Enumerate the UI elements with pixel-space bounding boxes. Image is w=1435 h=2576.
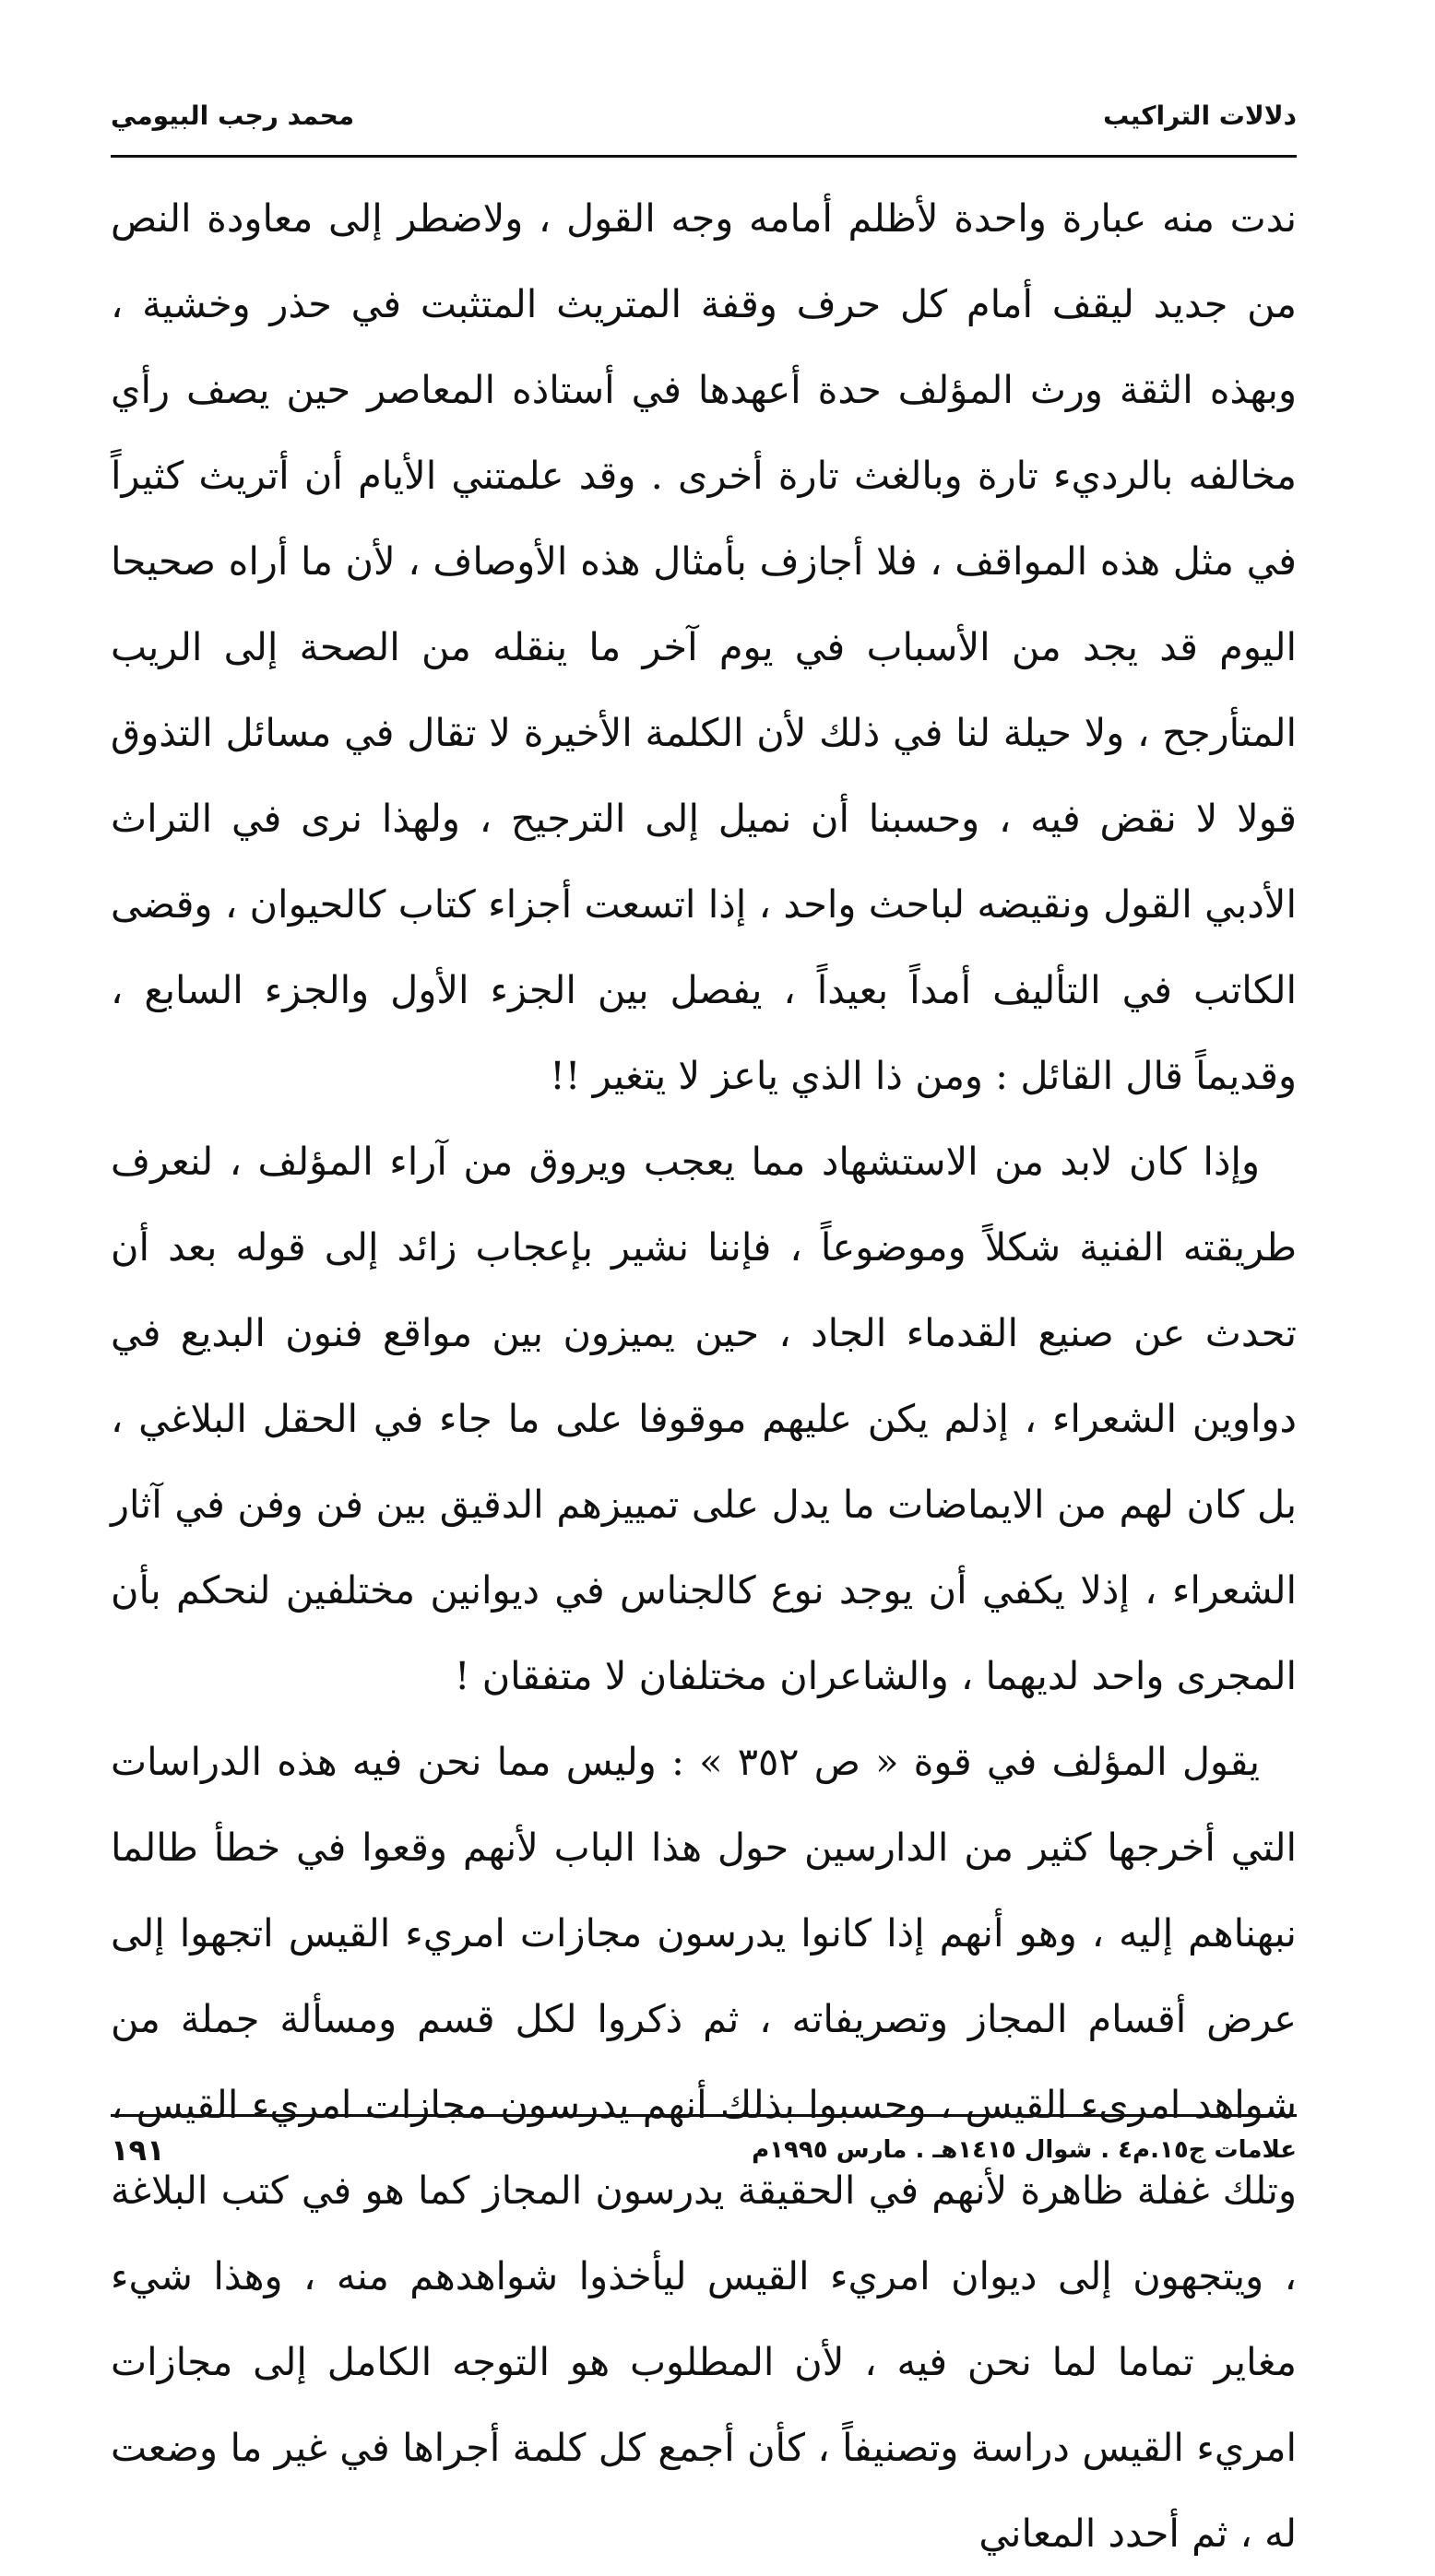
running-footer <box>111 2122 1297 2178</box>
running-header <box>111 88 1297 143</box>
footer-rule <box>111 2114 1297 2117</box>
header-rule <box>111 155 1297 158</box>
header-author: محمد رجب البيومي <box>111 100 355 131</box>
journal-issue-info: علامات ج١٥.م٤ . شوال ١٤١٥هـ . مارس ١٩٩٥م <box>752 2136 1297 2164</box>
paragraph-1: ندت منه عبارة واحدة لأظلم أمامه وجه القول ، ولاضطر إلى معاودة النص من جديد ليقف أمام كل حرف وقفة المتريث المتثبت في حذر وخشية ، وبهذه الثقة ورث المؤلف حدة أعهدها في أستاذه المعاصر حين يصف رأي مخالفه بالرديء تارة وبالغث تارة أخرى . وقد علمتني الأيام أن أتريث كثيراً في مثل هذه المواقف ، فلا أجازف بأمثال هذه الأوصاف ، لأن ما أراه صحيحا اليوم قد يجد من الأسباب في يوم آخر ما ينقله من الصحة إلى الريب المتأرجح ، ولا حيلة لنا في ذلك لأن الكلمة الأخيرة لا تقال في مسائل التذوق قولا لا نقض فيه ، وحسبنا أن نميل إلى الترجيح ، ولهذا نرى في التراث الأدبي القول ونقيضه لباحث واحد ، إذا اتسعت أجزاء كتاب كالحيوان ، وقضى الكاتب في التأليف أمداً بعيداً ، يفصل بين الجزء الأول والجزء السابع ، وقديماً قال القائل : ومن ذا الذي ياعز لا يتغير !! <box>111 195 1297 1098</box>
header-title: دلالات التراكيب <box>1103 100 1297 131</box>
page-number: ١٩١ <box>111 2133 165 2168</box>
paragraph-3: يقول المؤلف في قوة « ص ٣٥٢ » : وليس مما نحن فيه هذه الدراسات التي أخرجها كثير من الدارسين حول هذا الباب لأنهم وقعوا في خطأ طالما نبهناهم إليه ، وهو أنهم إذا كانوا يدرسون مجازات امريء القيس اتجهوا إلى عرض أقسام المجاز وتصريفاته ، ثم ذكروا لكل قسم ومسألة جملة من شواهد امرىء القيس ، وحسبوا بذلك أنهم يدرسون مجازات امريء القيس ، وتلك غفلة ظاهرة لأنهم في الحقيقة يدرسون المجاز كما هو في كتب البلاغة ، ويتجهون إلى ديوان امريء القيس ليأخذوا شواهدهم منه ، وهذا شيء مغاير تماما لما نحن فيه ، لأن المطلوب هو التوجه الكامل إلى مجازات امريء القيس دراسة وتصنيفاً ، كأن أجمع كل كلمة أجراها في غير ما وضعت له ، ثم أحدد المعاني <box>111 1739 1297 2556</box>
paragraph-2: وإذا كان لابد من الاستشهاد مما يعجب ويروق من آراء المؤلف ، لنعرف طريقته الفنية شكلاً وموضوعاً ، فإننا نشير بإعجاب زائد إلى قوله بعد أن تحدث عن صنيع القدماء الجاد ، حين يميزون بين مواقع فنون البديع في دواوين الشعراء ، إذلم يكن عليهم موقوفا على ما جاء في الحقل البلاغي ، بل كان لهم من الايماضات ما يدل على تمييزهم الدقيق بين فن وفن في آثار الشعراء ، إذلا يكفي أن يوجد نوع كالجناس في ديوانين مختلفين لنحكم بأن المجرى واحد لديهما ، والشاعران مختلفان لا متفقان ! <box>111 1139 1297 1698</box>
